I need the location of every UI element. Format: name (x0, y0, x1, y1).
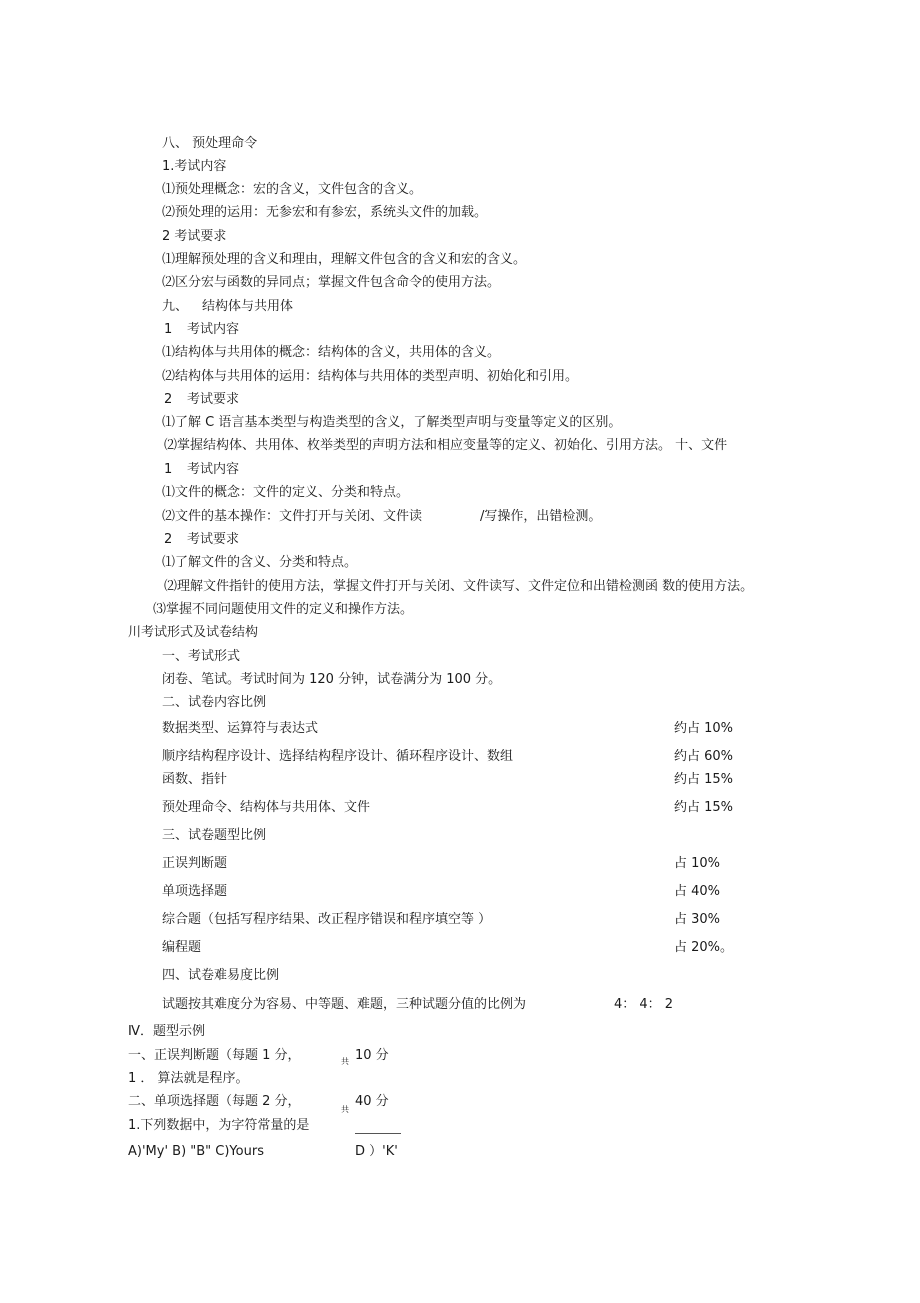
part3-ratio-heading: 二、试卷内容比例 (162, 695, 267, 710)
section8-title: 八、 预处理命令 (162, 136, 258, 151)
part3-difficulty-heading: 四、试卷难易度比例 (162, 968, 280, 983)
section8-req-1: ⑴理解预处理的含义和理由，理解文件包含的含义和宏的含义。 (162, 252, 527, 267)
section9-req-2: ⑵掌握结构体、共用体、枚举类型的声明方法和相应变量等的定义、初始化、引用方法。 十、文件 (164, 438, 728, 453)
part4-tf-q1: 1 ． 算法就是程序。 (128, 1071, 249, 1086)
content-ratio-value: 约占 60% (674, 749, 734, 764)
section9-title: 结构体与共用体 (202, 299, 294, 314)
section8-req-2: ⑵区分宏与函数的异同点；掌握文件包含命令的使用方法。 (162, 275, 501, 290)
section9-content-num: 1 (164, 322, 173, 337)
section10-req-num: 2 (164, 532, 173, 547)
content-ratio-label: 数据类型、运算符与表达式 (162, 721, 319, 736)
content-ratio-label: 函数、指针 (162, 772, 228, 787)
section10-content-2a: ⑵文件的基本操作：文件打开与关闭、文件读 (162, 509, 423, 524)
part4-mc-q1-options: A)'My' B) "B" C)Yours (128, 1144, 264, 1159)
section10-content-heading: 考试内容 (187, 462, 240, 477)
section9-req-heading: 考试要求 (187, 392, 240, 407)
section9-req-num: 2 (164, 392, 173, 407)
type-ratio-value: 占 10% (674, 856, 721, 871)
type-ratio-label: 综合题（包括写程序结果、改正程序错误和程序填空等 ） (162, 912, 492, 927)
part3-title: 川考试形式及试卷结构 (128, 625, 259, 640)
section10-req-3: ⑶掌握不同问题使用文件的定义和操作方法。 (153, 602, 414, 617)
content-ratio-label: 预处理命令、结构体与共用体、文件 (162, 800, 371, 815)
part4-title: Ⅳ．题型示例 (128, 1024, 205, 1039)
type-ratio-value: 占 40% (674, 884, 721, 899)
section8-content-1: ⑴预处理概念：宏的含义，文件包含的含义。 (162, 182, 423, 197)
part4-mc-q1: 1.下列数据中，为字符常量的是 (128, 1118, 310, 1133)
part4-mc-heading: 二、单项选择题（每题 2 分， (128, 1094, 301, 1109)
type-ratio-label: 正误判断题 (162, 856, 228, 871)
section9-content-2: ⑵结构体与共用体的运用：结构体与共用体的类型声明、初始化和引用。 (162, 369, 579, 384)
content-ratio-label: 顺序结构程序设计、选择结构程序设计、循环程序设计、数组 (162, 749, 514, 764)
part3-form-text: 闭卷、笔试。考试时间为 120 分钟，试卷满分为 100 分。 (162, 672, 502, 687)
part4-mc-total: 40 分 (355, 1094, 389, 1109)
part4-tf-total: 10 分 (355, 1048, 389, 1063)
section8-content-2: ⑵预处理的运用：无参宏和有参宏，系统头文件的加载。 (162, 205, 488, 220)
section8-req-heading: 2 考试要求 (162, 229, 227, 244)
part4-mc-q1-option-d: D ）'K' (355, 1144, 398, 1159)
part3-difficulty-text: 试题按其难度分为容易、中等题、难题，三种试题分值的比例为 (162, 997, 527, 1012)
part4-tf-small: 共 (341, 1057, 349, 1066)
section10-req-2: ⑵理解文件指针的使用方法，掌握文件打开与关闭、文件读写、文件定位和出错检测函 数的使用方法。 (164, 579, 754, 594)
section9-req-1: ⑴了解 C 语言基本类型与构造类型的含义，了解类型声明与变量等定义的区别。 (162, 415, 622, 430)
type-ratio-value: 占 30% (674, 912, 721, 927)
part4-mc-small: 共 (341, 1105, 349, 1114)
part3-type-heading: 三、试卷题型比例 (162, 828, 267, 843)
part3-form-heading: 一、考试形式 (162, 649, 241, 664)
type-ratio-label: 单项选择题 (162, 884, 228, 899)
answer-blank-line (355, 1133, 401, 1134)
content-ratio-value: 约占 10% (674, 721, 734, 736)
section9-content-heading: 考试内容 (187, 322, 240, 337)
type-ratio-label: 编程题 (162, 940, 202, 955)
type-ratio-value: 占 20%。 (674, 940, 734, 955)
part4-tf-heading: 一、正误判断题（每题 1 分， (128, 1048, 301, 1063)
section9-title-num: 九、 (162, 299, 189, 314)
section10-content-2b: /写操作，出错检测。 (480, 509, 602, 524)
section10-req-heading: 考试要求 (187, 532, 240, 547)
content-ratio-value: 约占 15% (674, 800, 734, 815)
section10-content-1: ⑴文件的概念：文件的定义、分类和特点。 (162, 485, 410, 500)
section8-content-heading: 1.考试内容 (162, 159, 227, 174)
section10-req-1: ⑴了解文件的含义、分类和特点。 (162, 555, 358, 570)
part3-difficulty-ratio: 4： 4： 2 (614, 997, 674, 1012)
content-ratio-value: 约占 15% (674, 772, 734, 787)
section10-content-num: 1 (164, 462, 173, 477)
section9-content-1: ⑴结构体与共用体的概念：结构体的含义，共用体的含义。 (162, 345, 501, 360)
